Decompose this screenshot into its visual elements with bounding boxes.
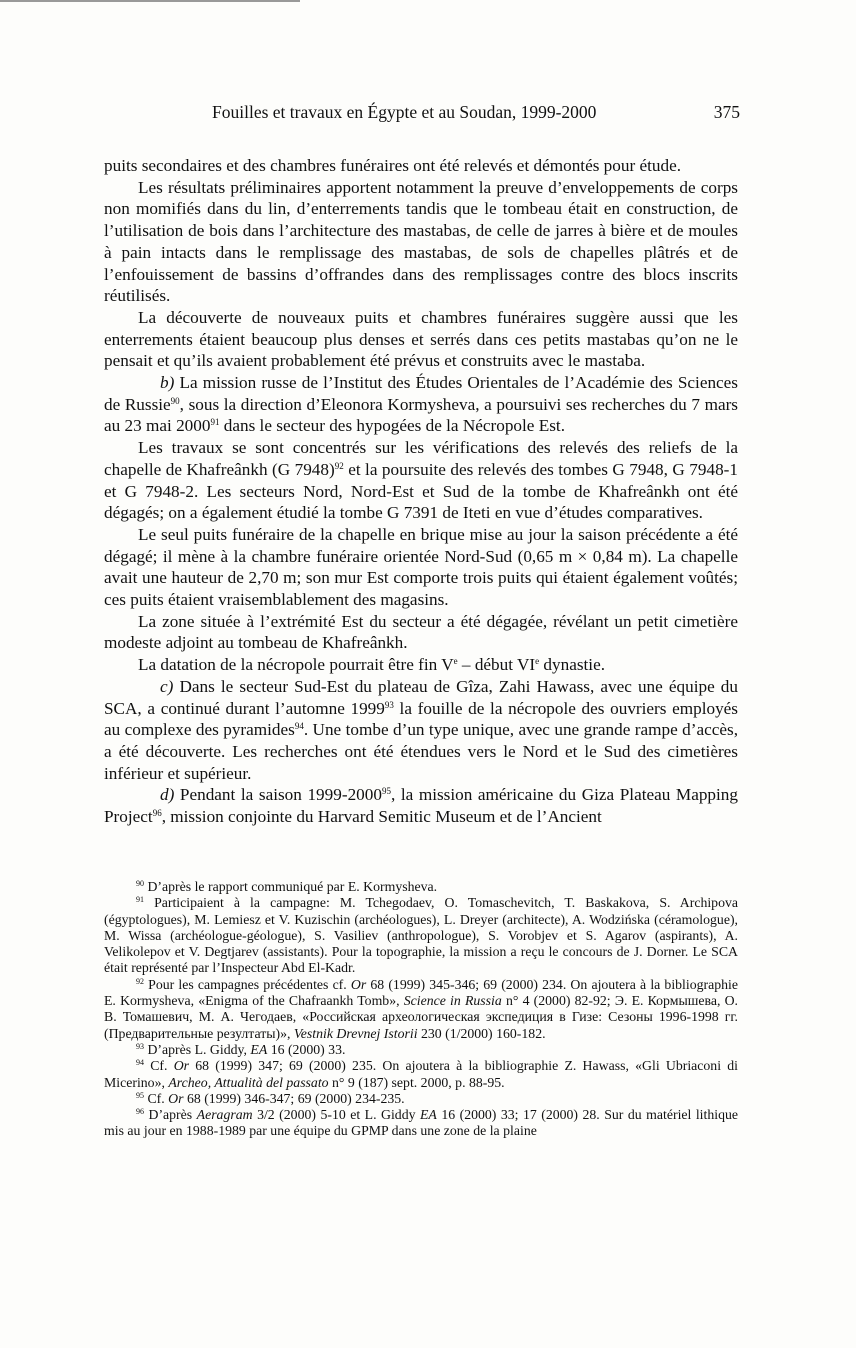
- footnote-ref: 95: [381, 786, 391, 797]
- paragraph-section-c: [104, 676, 738, 785]
- footnote: [104, 879, 738, 895]
- text-run: Les travaux se sont concentrés sur les vérifications des relevés des reliefs de la chapelle de Khafreânkh (G 7948): [104, 438, 738, 479]
- text-run: La découverte de nouveaux puits et chambres funéraires suggère aussi que les enterrements étaient beaucoup plus denses et serrés dans ces petits mastabas qu’on ne le pensait et qu’ils avaient probablement été prévus et construits avec le mastaba.: [104, 307, 738, 371]
- journal-title: Science in Russia: [403, 993, 502, 1009]
- footnote-number: 96: [136, 1107, 144, 1117]
- text-run: D’après: [144, 1107, 197, 1123]
- superscript: e: [535, 656, 540, 667]
- journal-title: Aeragram: [196, 1107, 253, 1123]
- text-run: Cf.: [144, 1058, 174, 1074]
- body-text: [104, 155, 738, 828]
- footnote-ref: 91: [210, 417, 220, 428]
- paragraph: [104, 611, 738, 654]
- text-run: Le seul puits funéraire de la chapelle en brique mise au jour la saison précédente a été dégagé; il mène à la chambre funéraire orientée Nord-Sud (0,65 m × 0,84 m). La chapelle avait une hauteur de 2,70 m; son mur Est comporte trois puits qui étaient également voûtés; ces puits étaient vraisemblablement des magasins.: [104, 524, 738, 610]
- text-run: – début VI: [457, 655, 536, 675]
- running-title: Fouilles et travaux en Égypte et au Soudan, 1999-2000: [212, 102, 597, 122]
- text-run: D’après L. Giddy,: [144, 1041, 251, 1057]
- paragraph: [104, 155, 738, 177]
- text-run: 68 (1999) 345-346; 69 (2000) 234. On ajoutera à la bibliographie E. Kormysheva, «Enigma of the Chafraankh Tomb»,: [104, 976, 738, 1009]
- text-run: puits secondaires et des chambres funéraires ont été relevés et démontés pour étude.: [104, 156, 681, 175]
- text-run: , sous la direction d’Eleonora Kormysheva, a poursuivi ses recherches du 7 mars au 23 mai 2000: [104, 394, 738, 436]
- footnote-ref: 92: [334, 460, 344, 471]
- footnote-ref: 94: [294, 721, 304, 732]
- scan-edge-line: [0, 0, 300, 2]
- text-run: Pour les campagnes précédentes cf.: [144, 976, 351, 992]
- text-run: D’après le rapport communiqué par E. Kormysheva.: [144, 879, 438, 894]
- footnote: [104, 1042, 738, 1058]
- footnote-ref: 96: [152, 808, 162, 819]
- footnote-number: 93: [136, 1041, 144, 1051]
- footnote-number: 92: [136, 976, 144, 986]
- footnote: [104, 1107, 738, 1140]
- text-run: La datation de la nécropole pourrait être fin V: [138, 655, 454, 675]
- footnote-ref: 93: [384, 699, 394, 710]
- page-number: 375: [713, 102, 740, 122]
- footnote-number: 91: [136, 895, 144, 905]
- text-run: n° 4 (2000) 82-92; Э. Е. Кормышева, О. В. Томашевич, М. А. Чегодаев, «Российская археологическая экспедиция в Гизе: Сезоны 1996-1998 гг. (Предварительные резултаты)»,: [104, 993, 738, 1041]
- paragraph-section-b: [104, 372, 738, 437]
- journal-title: Or: [168, 1090, 184, 1106]
- journal-title: Archeo, Attualità del passato: [168, 1074, 329, 1090]
- footnote: [104, 977, 738, 1042]
- text-run: , la mission américaine du Giza Plateau Mapping Project: [104, 785, 738, 827]
- footnotes: [104, 879, 738, 1140]
- footnote: [104, 895, 738, 976]
- section-letter: b): [160, 373, 175, 393]
- paragraph: [104, 307, 738, 372]
- text-run: , mission conjointe du Harvard Semitic Museum et de l’Ancient: [161, 807, 602, 827]
- text-run: 16 (2000) 33.: [267, 1041, 346, 1057]
- text-run: Participaient à la campagne: M. Tchegodaev, O. Tomaschevitch, T. Baskakova, S. Archipova (égyptologues), M. Lemiesz et V. Kuzischin (archéologues), L. Dreyer (architecte), A. Wodzińska (céramologue), M. Wissa (archéologue-géologue), S. Vasiliev (anthropologue), S. Vorobjev et S. Agarov (aspirants), A. Velikolepov et V. Degtjarev (assistants). Pour la topographie, la mission a reçu le concours de J. Dorner. Le SCA était représenté par l’Inspecteur Abd El-Kadr.: [104, 895, 738, 976]
- text-run: la fouille de la nécropole des ouvriers employés au complexe des pyramides: [104, 698, 738, 740]
- text-run: 16 (2000) 33; 17 (2000) 28. Sur du matériel lithique mis au jour en 1988-1989 par une équipe du GPMP dans une zone de la plaine: [104, 1107, 738, 1139]
- footnote-number: 95: [136, 1090, 144, 1100]
- text-run: n° 9 (187) sept. 2000, p. 88-95.: [328, 1074, 505, 1090]
- text-run: 68 (1999) 347; 69 (2000) 235. On ajoutera à la bibliographie Z. Hawass, «Gli Ubriaconi di Micerino»,: [104, 1058, 738, 1090]
- section-letter: c): [160, 676, 174, 696]
- journal-title: EA: [419, 1107, 437, 1123]
- paragraph: [104, 654, 738, 676]
- journal-title: Or: [173, 1058, 190, 1074]
- journal-title: EA: [250, 1041, 268, 1057]
- footnote-ref: 90: [170, 395, 180, 406]
- text-run: 68 (1999) 346-347; 69 (2000) 234-235.: [183, 1090, 405, 1106]
- text-run: La zone située à l’extrémité Est du secteur a été dégagée, révélant un petit cimetière modeste adjoint au tombeau de Khafreânkh.: [104, 611, 738, 653]
- paragraph: [104, 524, 738, 611]
- footnote: [104, 1058, 738, 1091]
- text-run: 3/2 (2000) 5-10 et L. Giddy: [252, 1107, 420, 1123]
- text-run: Dans le secteur Sud-Est du plateau de Gîza, Zahi Hawass, avec une équipe du SCA, a continué durant l’automne 1999: [104, 676, 738, 718]
- journal-title: Or: [350, 976, 367, 992]
- text-run: et la poursuite des relevés des tombes G 7948, G 7948-1 et G 7948-2. Les secteurs Nord, Nord-Est et Sud de la tombe de Khafreânkh ont été dégagés; on a également étudié la tombe G 7391 de Iteti en vue d’études comparatives.: [104, 459, 738, 523]
- footnote: [104, 1091, 738, 1107]
- section-letter: d): [160, 785, 175, 805]
- footnote-number: 90: [136, 879, 144, 888]
- footnote-number: 94: [136, 1058, 144, 1068]
- text-run: La mission russe de l’Institut des Études Orientales de l’Académie des Sciences de Russie: [104, 373, 738, 414]
- text-run: dynastie.: [539, 655, 605, 675]
- paragraph: [104, 437, 738, 524]
- text-run: Pendant la saison 1999-2000: [174, 785, 382, 805]
- superscript: e: [453, 656, 458, 667]
- text-run: 230 (1/2000) 160-182.: [417, 1025, 546, 1041]
- text-run: Les résultats préliminaires apportent notamment la preuve d’enveloppements de corps non momifiés dans du lin, d’enterrements tandis que le tombeau était en construction, de l’utilisation de bois dans l’architecture des mastabas, de celle de jarres à bière et de moules à pain intacts dans le remplissage des mastabas, de sols de chapelles plâtrés et de l’enfouissement de bassins d’offrandes dans des remplissages contre des blocs inscrits réutilisés.: [104, 177, 738, 306]
- journal-title: Vestnik Drevnej Istorii: [293, 1025, 418, 1041]
- paragraph-section-d: [104, 784, 738, 827]
- text-run: . Une tombe d’un type unique, avec une grande rampe d’accès, a été découverte. Les recherches ont été étendues vers le Nord et le Sud des cimetières inférieur et supérieur.: [104, 720, 738, 783]
- paragraph: [104, 177, 738, 307]
- text-run: dans le secteur des hypogées de la Nécropole Est.: [219, 416, 565, 436]
- text-run: Cf.: [144, 1090, 169, 1106]
